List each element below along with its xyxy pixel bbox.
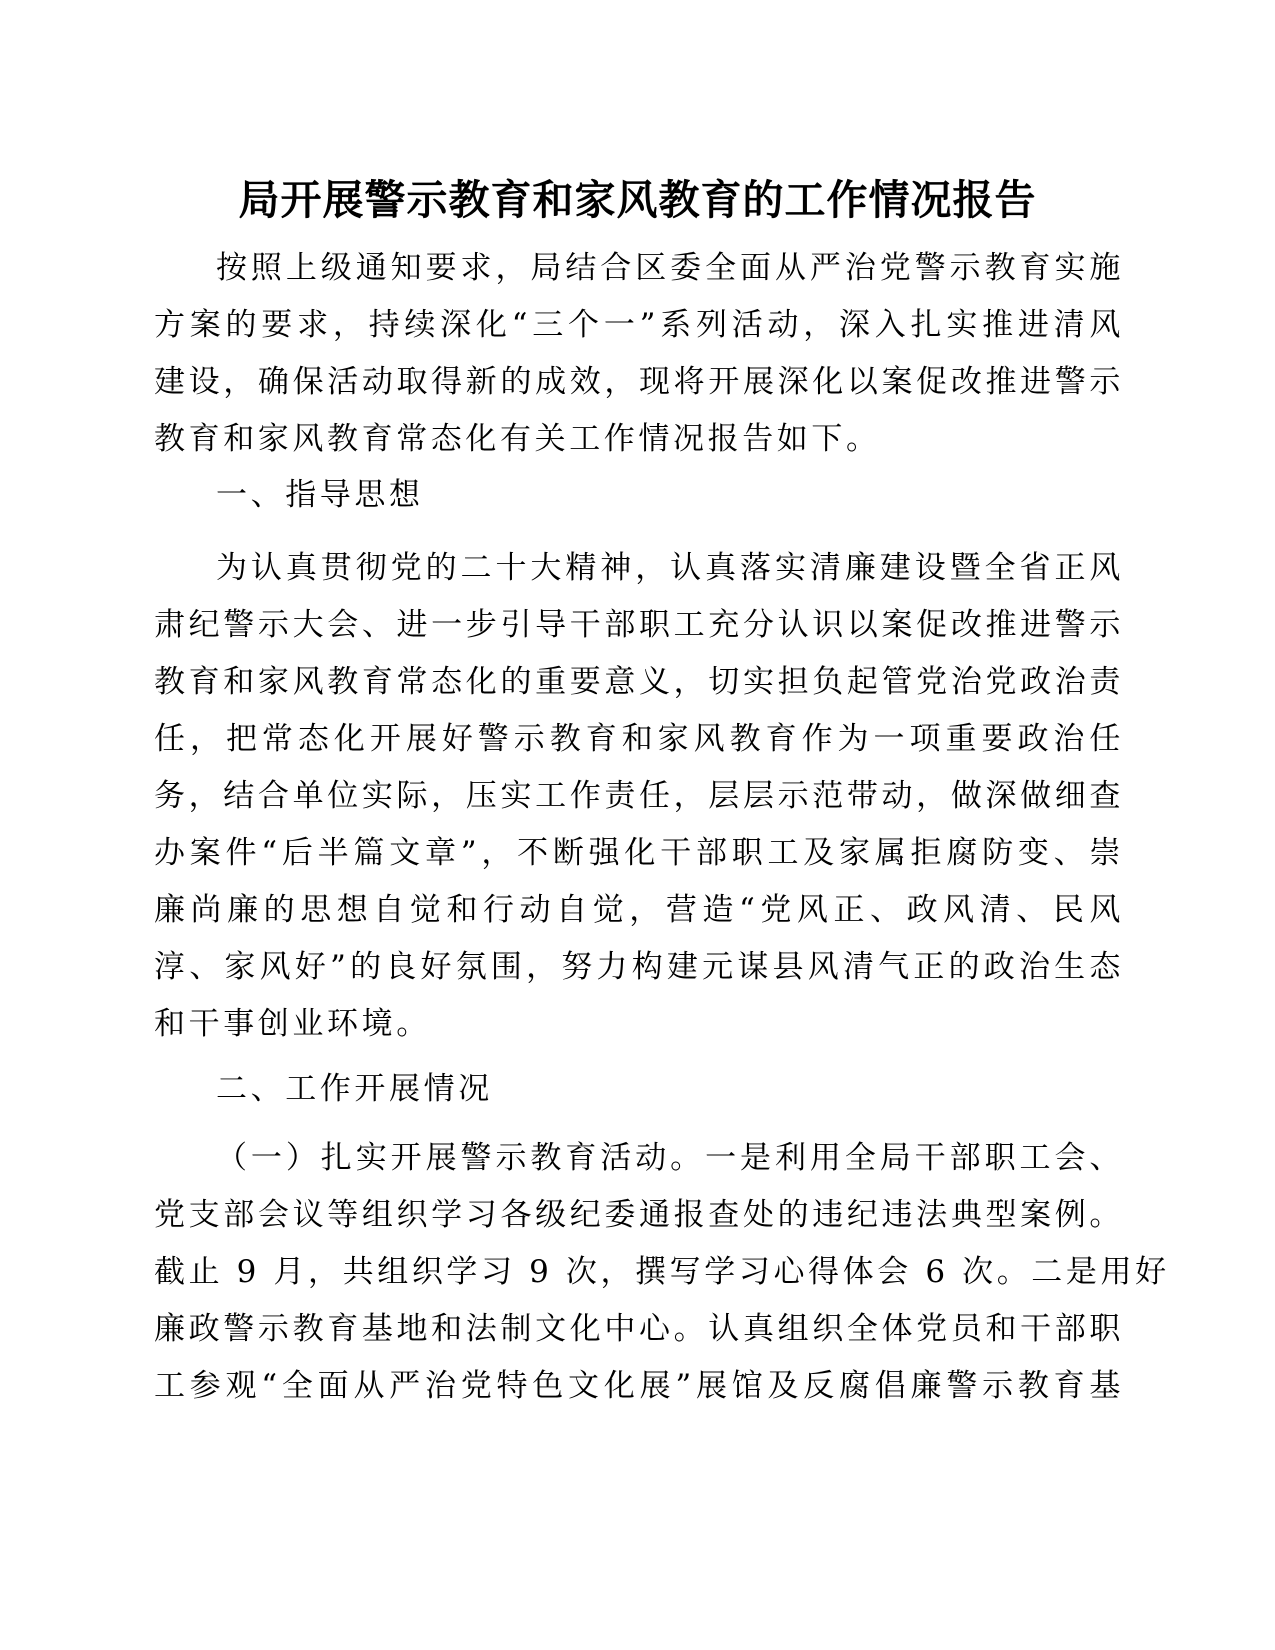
paragraph-line: 淳、家风好”的良好氛围，努力构建元谋县风清气正的政治生态 (154, 949, 1124, 985)
paragraph-line: 按照上级通知要求，局结合区委全面从严治党警示教育实施 (216, 250, 1124, 286)
paragraph-line: 截止 9 月，共组织学习 9 次，撰写学习心得体会 6 次。二是用好 (154, 1254, 1170, 1290)
paragraph-line: 建设，确保活动取得新的成效，现将开展深化以案促改推进警示 (154, 364, 1124, 400)
paragraph-line: 党支部会议等组织学习各级纪委通报查处的违纪违法典型案例。 (154, 1197, 1124, 1233)
paragraph-line: 肃纪警示大会、进一步引导干部职工充分认识以案促改推进警示 (154, 607, 1124, 643)
paragraph-line: 廉尚廉的思想自觉和行动自觉，营造“党风正、政风清、民风 (154, 892, 1124, 928)
intro-paragraph (154, 240, 1124, 468)
paragraph-line: 办案件“后半篇文章”，不断强化干部职工及家属拒腐防变、崇 (154, 835, 1124, 871)
work-progress-paragraph (154, 1130, 1170, 1415)
section-heading-guiding-ideology: 一、指导思想 (216, 477, 424, 513)
paragraph-line: 工参观“全面从严治党特色文化展”展馆及反腐倡廉警示教育基 (154, 1368, 1124, 1404)
document-title: 局开展警示教育和家风教育的工作情况报告 (238, 176, 1037, 224)
paragraph-line: 方案的要求，持续深化“三个一”系列活动，深入扎实推进清风 (154, 307, 1124, 343)
guiding-ideology-paragraph (154, 540, 1124, 1053)
paragraph-line: 廉政警示教育基地和法制文化中心。认真组织全体党员和干部职 (154, 1311, 1124, 1347)
paragraph-line: （一）扎实开展警示教育活动。一是利用全局干部职工会、 (216, 1140, 1124, 1176)
paragraph-line: 教育和家风教育常态化有关工作情况报告如下。 (154, 421, 881, 457)
paragraph-line: 任，把常态化开展好警示教育和家风教育作为一项重要政治任 (154, 721, 1124, 757)
paragraph-line: 为认真贯彻党的二十大精神，认真落实清廉建设暨全省正风 (216, 550, 1124, 586)
paragraph-line: 和干事创业环境。 (154, 1006, 431, 1042)
section-heading-work-progress: 二、工作开展情况 (216, 1071, 493, 1107)
paragraph-line: 务，结合单位实际，压实工作责任，层层示范带动，做深做细查 (154, 778, 1124, 814)
paragraph-line: 教育和家风教育常态化的重要意义，切实担负起管党治党政治责 (154, 664, 1124, 700)
